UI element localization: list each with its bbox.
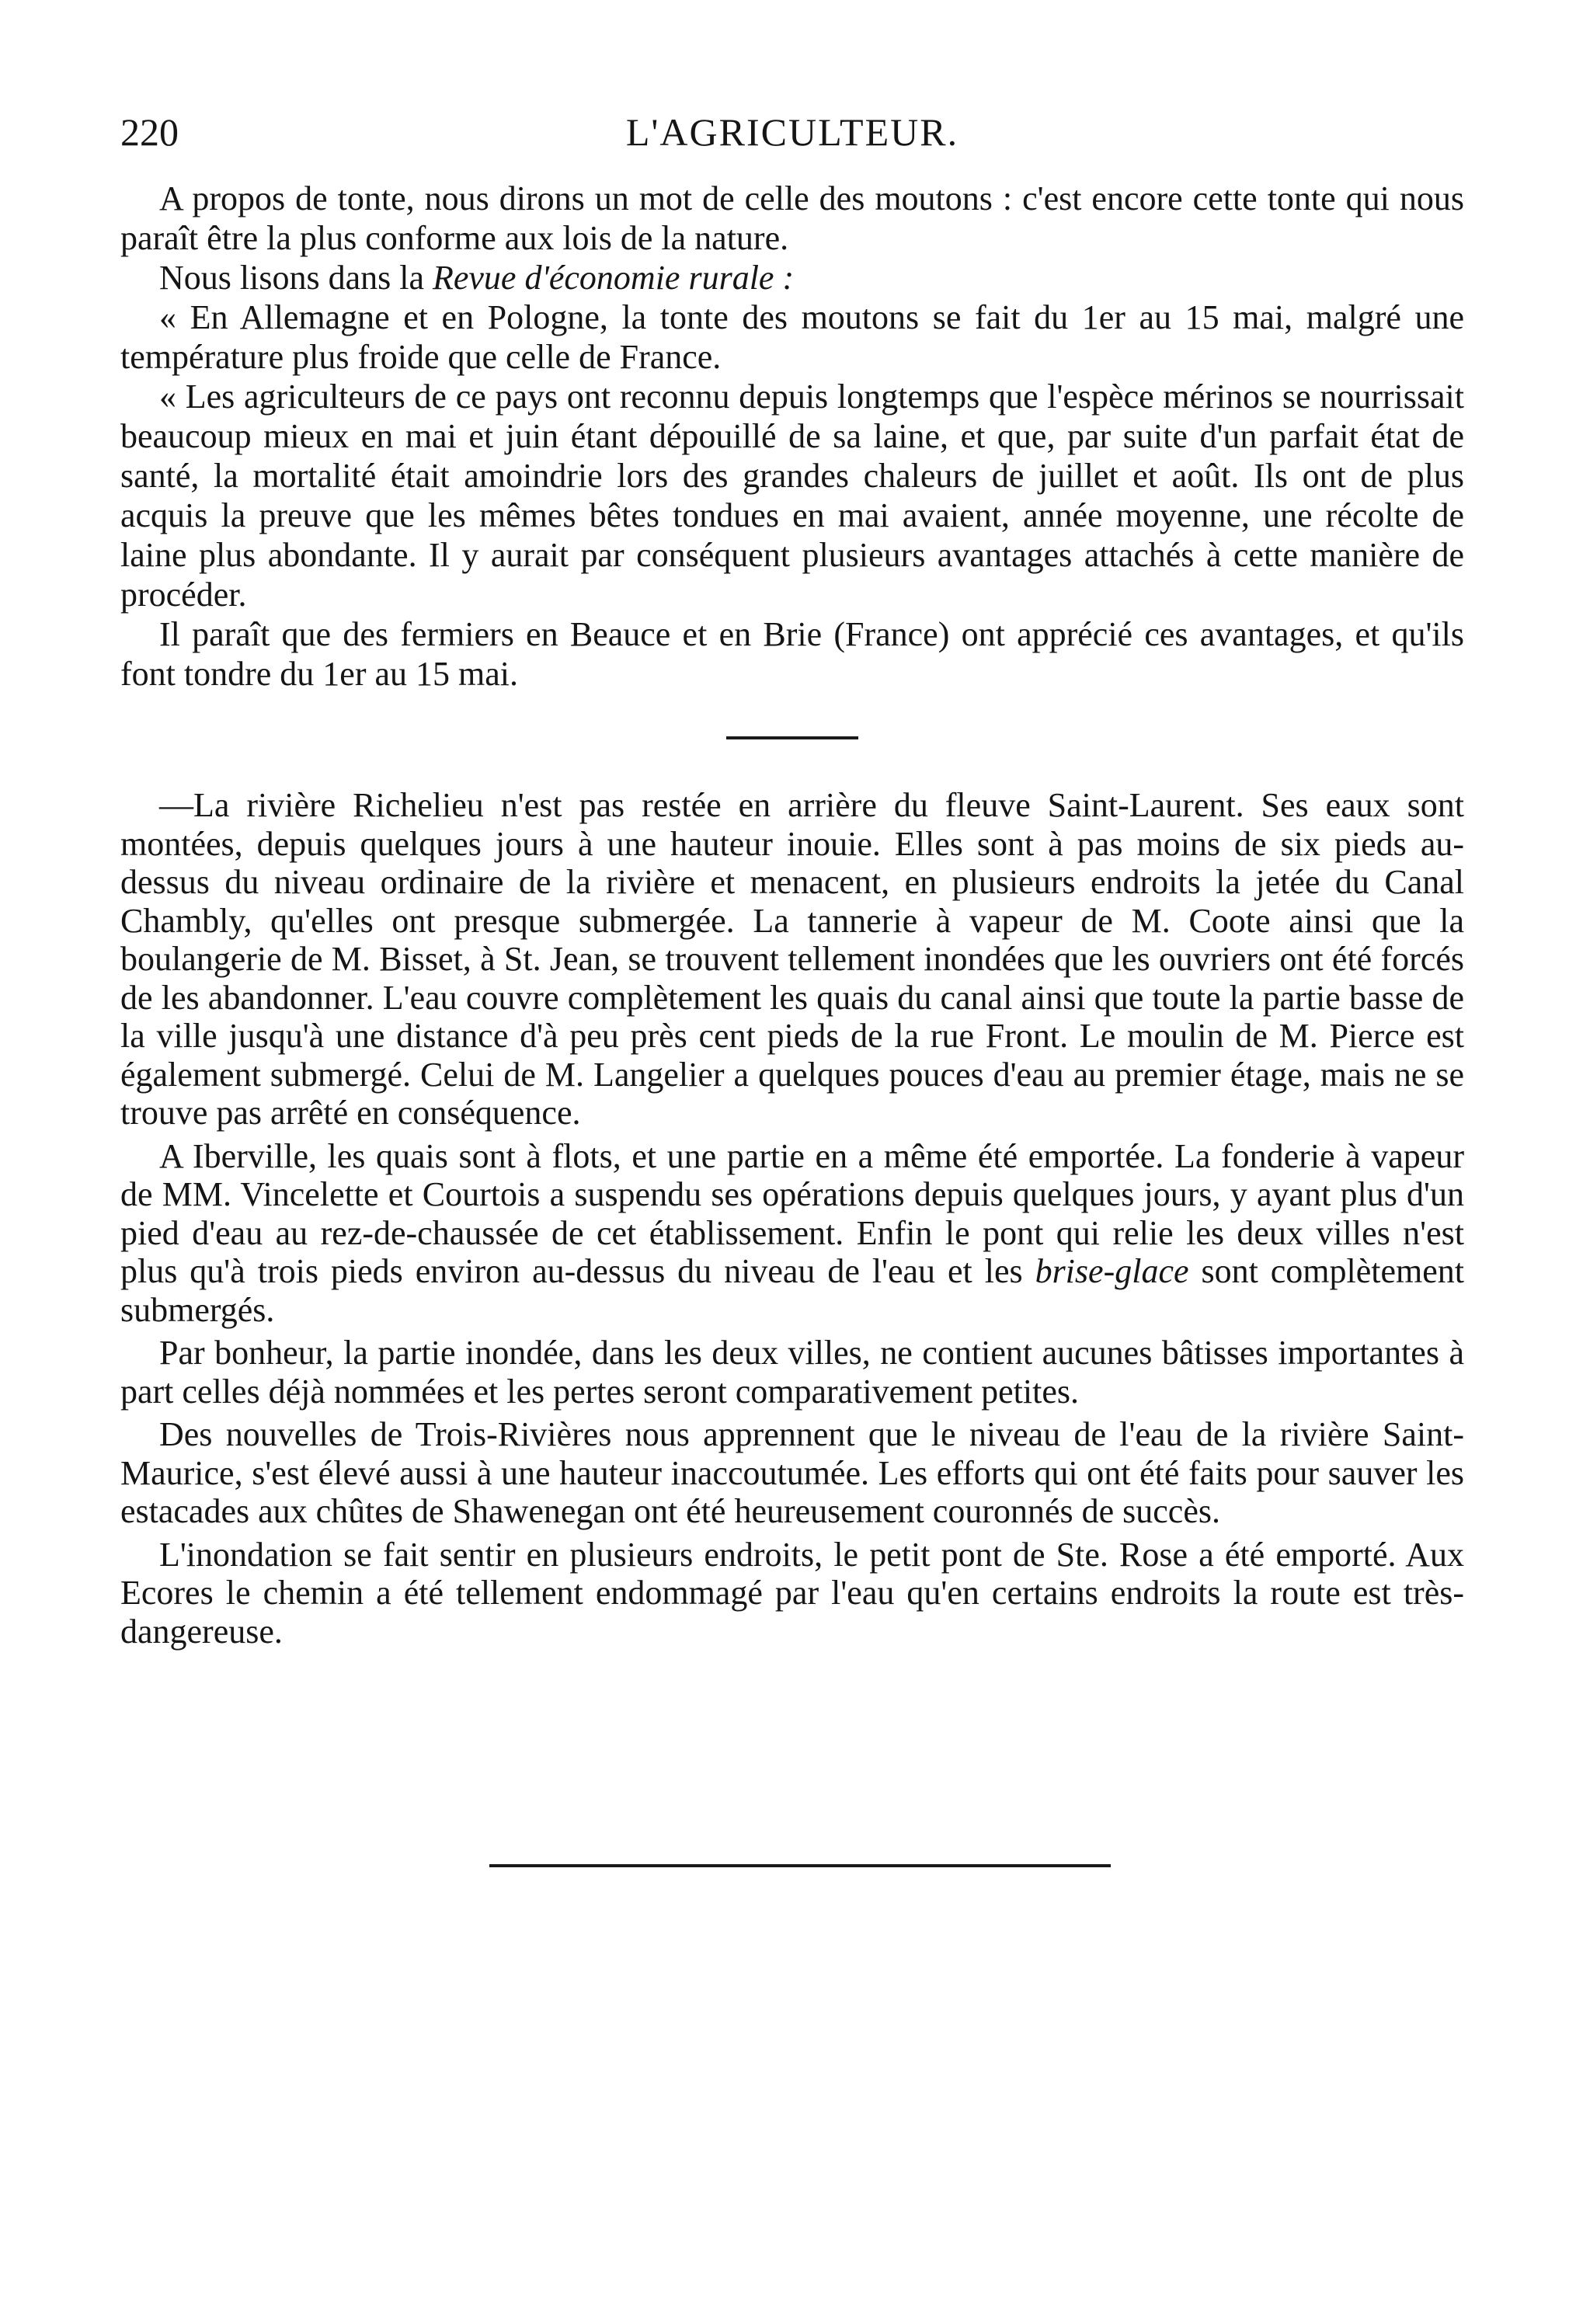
paragraph-text: Nous lisons dans la — [159, 259, 433, 297]
paragraph: —La rivière Richelieu n'est pas restée en arrière du fleuve Saint-Laurent. Ses eaux sont montées, depuis quelques jours à une hauteur inouie. Elles sont à pas moins de six pieds au-dessus du niveau ordinaire de la rivière et menacent, en plusieurs endroits la jetée du Canal Chambly, qu'elles ont presque submergée. La tannerie à vapeur de M. Coote ainsi que la boulangerie de M. Bisset, à St. Jean, se trouvent tellement inondées que les ouvriers ont été forcés de les abandonner. L'eau couvre complètement les quais du canal ainsi que toute la partie basse de la ville jusqu'à une distance d'à peu près cent pieds de la rue Front. Le moulin de M. Pierce est également submergé. Celui de M. Langelier a quelques pouces d'eau au premier étage, mais ne se trouve pas arrêté en conséquence. — [120, 786, 1464, 1132]
source-title: Revue d'économie rurale : — [433, 259, 795, 297]
document-page — [120, 109, 1464, 1651]
quoted-paragraph: « Les agriculteurs de ce pays ont reconnu depuis longtemps que l'espèce mérinos se nourrissait beaucoup mieux en mai et juin étant dépouillé de sa laine, et que, par suite d'un parfait état de santé, la mortalité était amoindrie lors des grandes chaleurs de juillet et août. Ils ont de plus acquis la preuve que les mêmes bêtes tondues en mai avaient, année moyenne, une récolte de laine plus abondante. Il y aurait par conséquent plusieurs avantages attachés à cette manière de procéder. — [120, 377, 1464, 614]
page-header — [120, 109, 1464, 179]
quoted-paragraph: « En Allemagne et en Pologne, la tonte des moutons se fait du 1er au 15 mai, malgré une température plus froide que celle de France. — [120, 298, 1464, 376]
paragraph: Il paraît que des fermiers en Beauce et en Brie (France) ont apprécié ces avantages, et qu'ils font tondre du 1er au 15 mai. — [120, 615, 1464, 693]
article-richelieu-flood — [120, 786, 1464, 1651]
paragraph: Des nouvelles de Trois-Rivières nous apprennent que le niveau de l'eau de la rivière Saint-Maurice, s'est élevé aussi à une hauteur inaccoutumée. Les efforts qui ont été faits pour sauver les estacades aux chûtes de Shawenegan ont été heureusement couronnés de succès. — [120, 1415, 1464, 1530]
paragraph: L'inondation se fait sentir en plusieurs endroits, le petit pont de Ste. Rose a été emporté. Aux Ecores le chemin a été tellement endommagé par l'eau qu'en certains endroits la route est très-dangereuse. — [120, 1535, 1464, 1651]
emphasized-term: brise-glace — [1035, 1252, 1189, 1290]
section-divider — [726, 736, 858, 739]
paragraph — [120, 258, 1464, 297]
paragraph-text: A Iberville, les quais sont à flots, et une partie en a même été emportée. La fonderie à vapeur de MM. Vincelette et Courtois a suspendu ses opérations depuis quelques jours, y ayant plus d'un pied d'eau au rez-de-chaussée de cet établissement. Enfin le pont qui relie les deux villes n'est plus qu'à trois pieds environ au-dessus du niveau de l'eau et les — [120, 1136, 1464, 1290]
paragraph: Par bonheur, la partie inondée, dans les deux villes, ne contient aucunes bâtisses importantes à part celles déjà nommées et les pertes seront comparativement petites. — [120, 1334, 1464, 1411]
page-number: 220 — [120, 110, 179, 154]
paragraph-text: sont complètement submergés. — [120, 1252, 1465, 1329]
bottom-rule — [489, 1864, 1111, 1867]
paragraph: A propos de tonte, nous dirons un mot de celle des moutons : c'est encore cette tonte qui nous paraît être la plus conforme aux lois de la nature. — [120, 179, 1464, 257]
running-title: L'AGRICULTEUR. — [625, 110, 959, 154]
article-sheep-shearing — [120, 179, 1464, 694]
paragraph — [120, 1137, 1464, 1330]
